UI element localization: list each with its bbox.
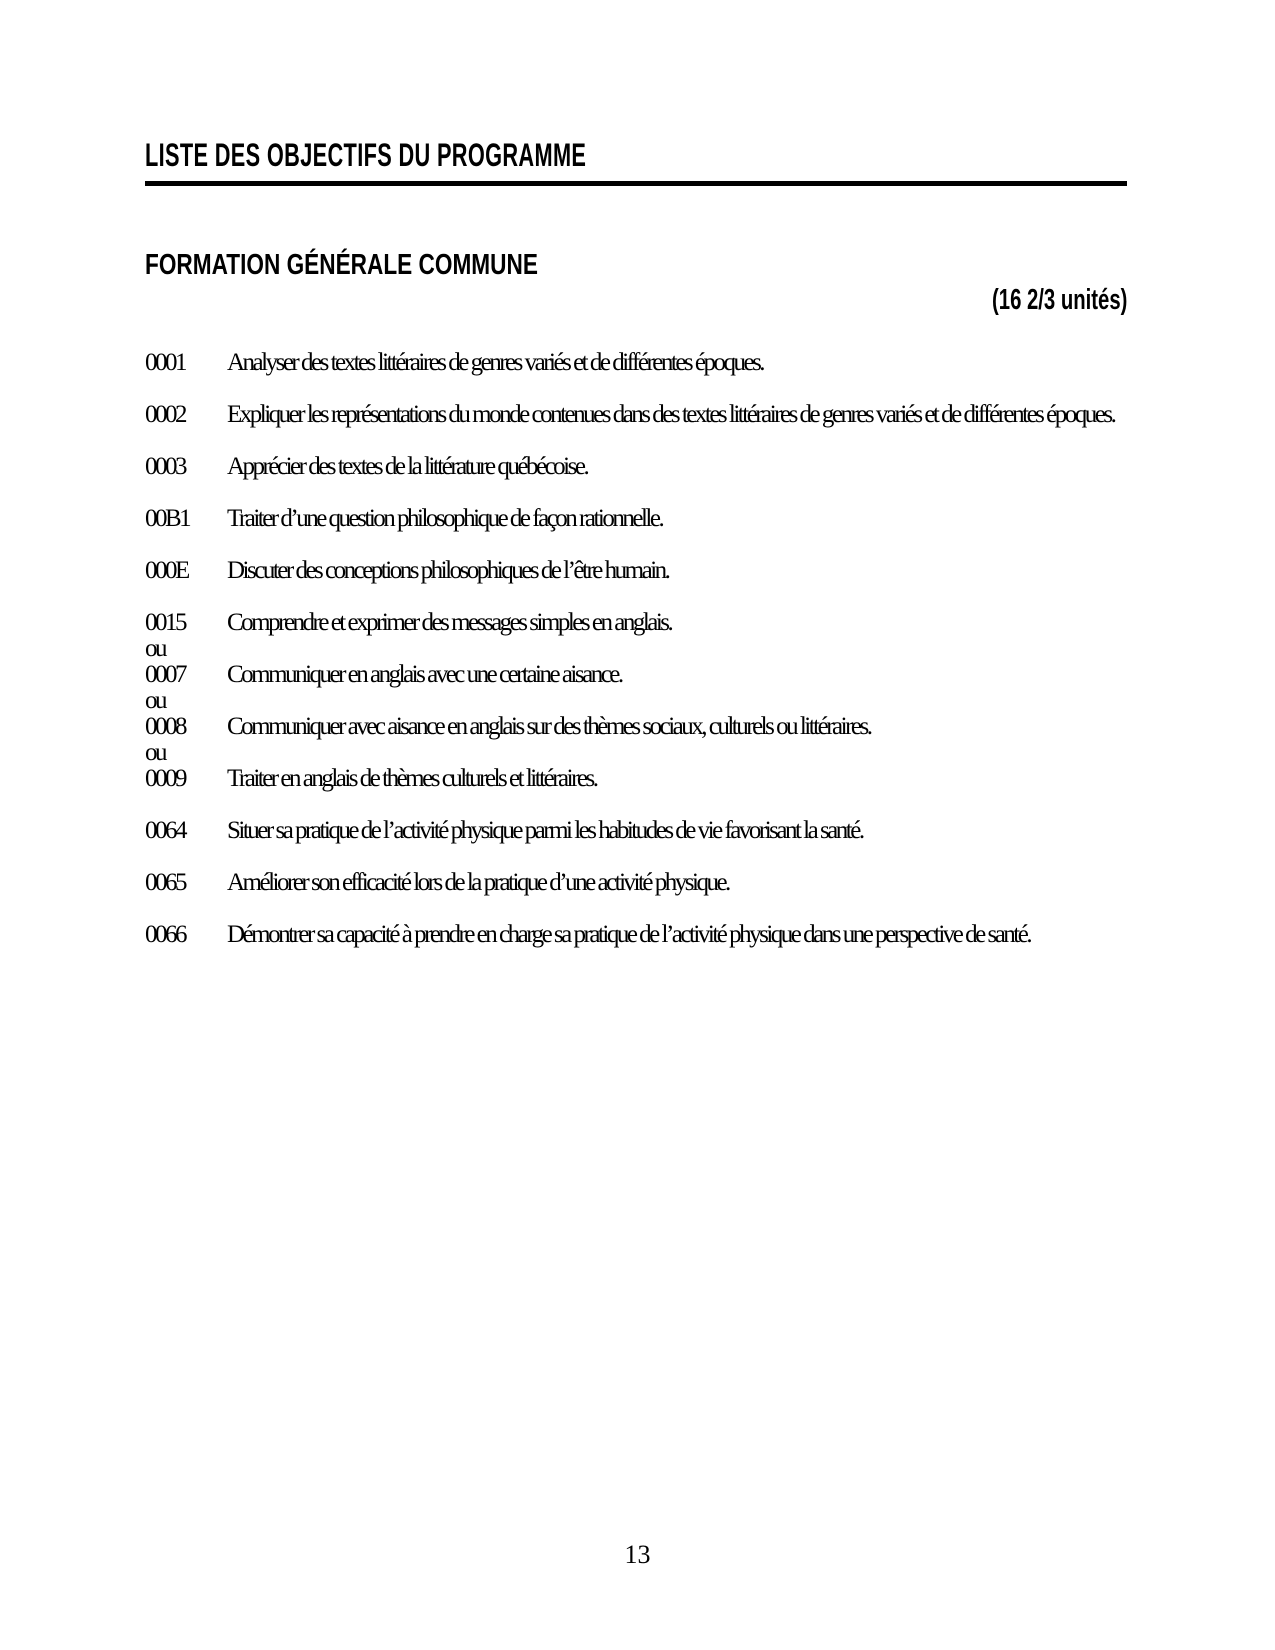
- objective-text: Communiquer en anglais avec une certaine aisance.: [227, 661, 622, 688]
- objective-text: Expliquer les représentations du monde contenues dans des textes littéraires de genres variés et de différentes époques.: [227, 401, 1115, 428]
- section-heading: [145, 250, 1127, 280]
- objective-code: 0003: [145, 453, 185, 480]
- page-content: [0, 139, 1275, 949]
- objective-code: 0009: [145, 765, 185, 792]
- or-label: ou: [145, 739, 165, 766]
- objective-row: [145, 765, 1127, 793]
- objective-code: 0002: [145, 401, 185, 428]
- objective-row: [145, 453, 1127, 481]
- objective-code: 0066: [145, 921, 185, 948]
- units-label: [145, 285, 1127, 315]
- or-label: ou: [145, 687, 165, 714]
- page-number: 13: [624, 1540, 651, 1569]
- or-label: ou: [145, 635, 165, 662]
- objective-text: Situer sa pratique de l’activité physique parmi les habitudes de vie favorisant la santé.: [227, 817, 863, 844]
- objective-row: [145, 817, 1127, 845]
- objective-code: 00B1: [145, 505, 190, 532]
- title-rule: [145, 181, 1127, 186]
- page-title-text: LISTE DES OBJECTIFS DU PROGRAMME: [145, 137, 587, 173]
- objectives-list: [145, 315, 1127, 949]
- objective-code: 0008: [145, 713, 185, 740]
- objective-row: [145, 401, 1127, 429]
- objective-text: Apprécier des textes de la littérature québécoise.: [227, 453, 588, 480]
- objective-text: Comprendre et exprimer des messages simples en anglais.: [227, 609, 672, 636]
- section-heading-text: FORMATION GÉNÉRALE COMMUNE: [145, 249, 538, 281]
- objective-text: Traiter en anglais de thèmes culturels et littéraires.: [227, 765, 597, 792]
- objective-text: Discuter des conceptions philosophiques de l’être humain.: [227, 557, 669, 584]
- or-row: [145, 741, 1127, 765]
- objective-row: [145, 661, 1127, 689]
- objective-code: 0007: [145, 661, 185, 688]
- objective-text: Analyser des textes littéraires de genres variés et de différentes époques.: [227, 349, 764, 376]
- objective-code: 0015: [145, 609, 185, 636]
- objective-code: 0001: [145, 349, 185, 376]
- objective-text: Traiter d’une question philosophique de façon rationnelle.: [227, 505, 663, 532]
- objective-row: [145, 869, 1127, 897]
- objective-row: [145, 349, 1127, 377]
- objective-row: [145, 505, 1127, 533]
- page-title: [145, 139, 1127, 171]
- objective-row: [145, 557, 1127, 585]
- objective-text: Démontrer sa capacité à prendre en charge sa pratique de l’activité physique dans une perspective de santé.: [227, 921, 1031, 948]
- objective-code: 000E: [145, 557, 188, 584]
- objective-text: Améliorer son efficacité lors de la pratique d’une activité physique.: [227, 869, 729, 896]
- or-row: [145, 689, 1127, 713]
- units-label-text: (16 2/3 unités): [991, 284, 1127, 316]
- or-row: [145, 637, 1127, 661]
- objective-row: [145, 921, 1127, 949]
- objective-row: [145, 609, 1127, 637]
- objective-row: [145, 713, 1127, 741]
- objective-code: 0065: [145, 869, 185, 896]
- objective-text: Communiquer avec aisance en anglais sur des thèmes sociaux, culturels ou littéraires.: [227, 713, 871, 740]
- objective-code: 0064: [145, 817, 185, 844]
